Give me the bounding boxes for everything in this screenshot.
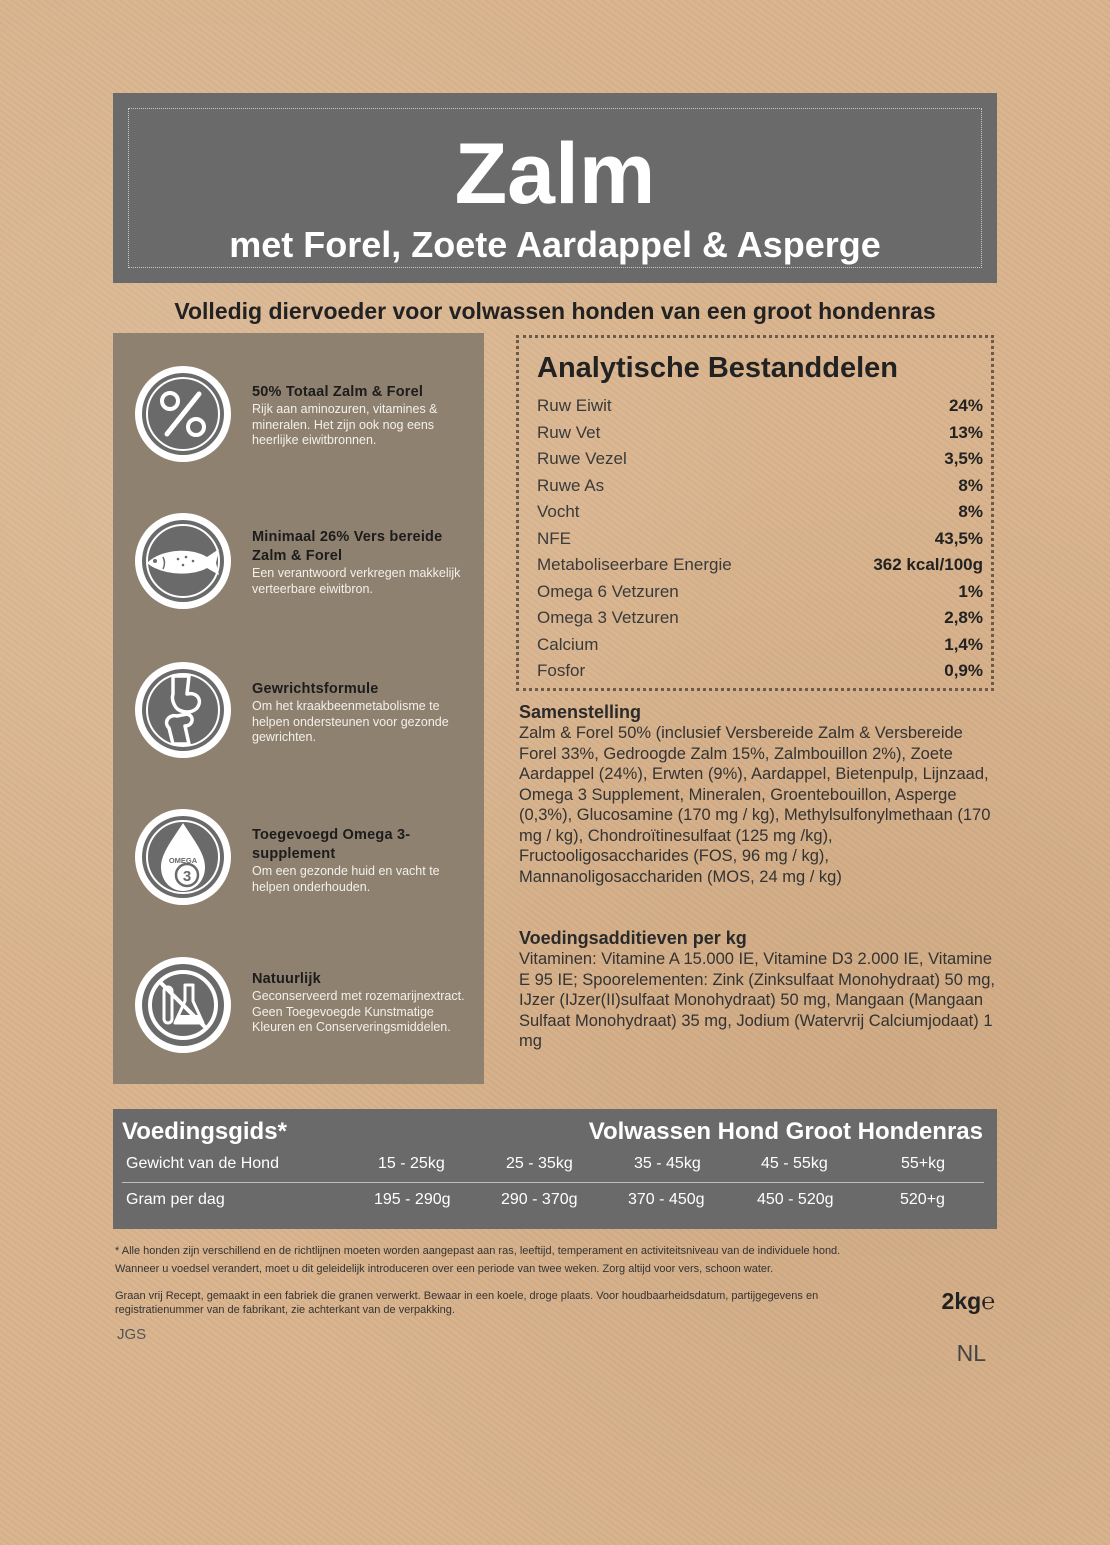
guide-cell: 520+g bbox=[900, 1191, 945, 1208]
analytics-label: NFE bbox=[537, 528, 571, 548]
analytics-label: Calcium bbox=[537, 634, 599, 654]
language-code: NL bbox=[956, 1340, 986, 1366]
no-chemicals-icon bbox=[133, 955, 233, 1055]
feature-item bbox=[113, 656, 484, 766]
feature-item bbox=[113, 953, 484, 1063]
guide-row-weight bbox=[126, 1155, 984, 1185]
net-weight-value: 2kg bbox=[941, 1288, 982, 1314]
feature-item bbox=[113, 359, 484, 469]
feature-item bbox=[113, 806, 484, 916]
composition-section bbox=[519, 702, 994, 887]
analytics-label: Omega 3 Vetzuren bbox=[537, 608, 679, 627]
analytics-value: 362 kcal/100g bbox=[873, 555, 983, 574]
analytics-row bbox=[537, 396, 983, 422]
feeding-guide bbox=[113, 1109, 997, 1229]
feature-description: Rijk aan aminozuren, vitamines & mineralen. Het zijn ook nog eens heerlijke eiwitbronnen. bbox=[252, 402, 438, 447]
analytics-value: 13% bbox=[948, 422, 983, 442]
analytics-row bbox=[537, 449, 983, 475]
guide-cell: 25 - 35kg bbox=[506, 1155, 573, 1172]
omega-label: OMEGA bbox=[168, 856, 198, 865]
footnote-storage: Graan vrij Recept, gemaakt in een fabriek die granen verwerkt. Bewaar in een koele, droge plaats. Voor houdbaarheidsdatum, partijgegevens en registratienummer van de fabrikant, zie achterkant van de verpakking. bbox=[115, 1290, 819, 1316]
guide-cell: 195 - 290g bbox=[374, 1191, 451, 1208]
analytics-label: Vocht bbox=[537, 502, 580, 521]
analytics-value: 1% bbox=[958, 581, 983, 601]
guide-divider bbox=[122, 1182, 984, 1183]
guide-row-label: Gewicht van de Hond bbox=[126, 1155, 279, 1172]
analytics-value: 0,9% bbox=[944, 661, 983, 680]
analytics-row bbox=[537, 529, 983, 555]
feature-title: Natuurlijk bbox=[252, 971, 321, 987]
product-code: JGS bbox=[117, 1326, 147, 1343]
composition-text: Zalm & Forel 50% (inclusief Versbereide Zalm & Versbereide Forel 33%, Gedroogde Zalm 15%, Zalmbouillon 2%), Zoete Aardappel (24%), Erwten (9%), Aardappel, Bietenpulp, Lijnzaad, Omega 3 Supplement, Mineralen, Groentebouillon, Asperge (0,3%), Glucosamine (170 mg / kg), Methylsulfonylmethaan (170 mg / kg), Chondroïtinesulfaat (125 mg /kg), Fructooligosaccharides (FOS, 96 mg / kg), Mannanoligosacchariden (MOS, 24 mg / kg) bbox=[519, 724, 991, 886]
analytics-label: Ruwe As bbox=[537, 475, 605, 495]
analytics-row bbox=[537, 582, 983, 608]
feature-title: 50% Totaal Zalm & Forel bbox=[252, 384, 424, 400]
header-banner bbox=[113, 93, 997, 283]
analytics-value: 8% bbox=[958, 502, 983, 521]
analytics-row bbox=[537, 661, 983, 687]
guide-cell: 35 - 45kg bbox=[634, 1155, 701, 1172]
analytics-label: Ruw Vet bbox=[537, 422, 601, 442]
joint-icon bbox=[133, 660, 233, 760]
analytics-title: Analytische Bestanddelen bbox=[537, 352, 898, 384]
analytics-row bbox=[537, 555, 983, 581]
feature-item bbox=[113, 508, 484, 618]
analytics-label: Metaboliseerbare Energie bbox=[537, 555, 732, 574]
product-tagline: Volledig diervoeder voor volwassen honden van een groot hondenras bbox=[174, 298, 936, 324]
net-weight bbox=[942, 1288, 995, 1315]
guide-cell: 450 - 520g bbox=[757, 1191, 834, 1208]
omega-number: 3 bbox=[182, 868, 192, 885]
analytics-box bbox=[516, 335, 994, 691]
analytics-label: Fosfor bbox=[537, 661, 586, 680]
additives-text: Vitaminen: Vitamine A 15.000 IE, Vitamine D3 2.000 IE, Vitamine E 95 IE; Spoorelementen: Zink (Zinksulfaat Monohydraat) 50 mg, IJzer (IJzer(II)sulfaat Monohydraat) 50 mg, Mangaan (Mangaan Sulfaat Monohydraat) 35 mg, Jodium (Watervrij Calciumjodaat) 1 mg bbox=[519, 950, 995, 1050]
feature-description: Om het kraakbeenmetabolisme te helpen ondersteunen voor gezonde gewrichten. bbox=[252, 699, 449, 744]
guide-row-label: Gram per dag bbox=[126, 1191, 225, 1208]
analytics-label: Ruwe Vezel bbox=[537, 449, 627, 468]
feature-description: Een verantwoord verkregen makkelijk verteerbare eiwitbron. bbox=[252, 566, 461, 596]
estimated-sign: ℮ bbox=[981, 1288, 995, 1314]
analytics-label: Ruw Eiwit bbox=[537, 396, 612, 415]
analytics-value: 43,5% bbox=[934, 528, 983, 548]
feature-title: Toegevoegd Omega 3-supplement bbox=[252, 827, 411, 862]
header-dotted-frame bbox=[128, 108, 982, 268]
analytics-value: 1,4% bbox=[944, 634, 983, 654]
omega3-drop-icon bbox=[133, 807, 233, 907]
analytics-value: 24% bbox=[948, 396, 983, 415]
guide-cell: 290 - 370g bbox=[501, 1191, 578, 1208]
feature-title: Minimaal 26% Vers bereide Zalm & Forel bbox=[252, 529, 443, 564]
features-panel bbox=[113, 333, 484, 1084]
guide-cell: 45 - 55kg bbox=[761, 1155, 828, 1172]
additives-section bbox=[519, 928, 997, 1052]
fish-icon bbox=[133, 511, 233, 611]
analytics-label: Omega 6 Vetzuren bbox=[537, 581, 679, 601]
guide-subtitle: Volwassen Hond Groot Hondenras bbox=[588, 1118, 983, 1145]
analytics-value: 3,5% bbox=[944, 449, 983, 468]
product-title: Zalm bbox=[454, 126, 656, 222]
feature-description: Geconserveerd met rozemarijnextract. Geen Toegevoegde Kunstmatige Kleuren en Conserveringsmiddelen. bbox=[252, 989, 465, 1034]
analytics-row bbox=[537, 635, 983, 661]
analytics-row bbox=[537, 608, 983, 634]
feature-description: Om een gezonde huid en vacht te helpen onderhouden. bbox=[252, 864, 440, 894]
footnote-guidelines: * Alle honden zijn verschillend en de richtlijnen moeten worden aangepast aan ras, leeftijd, temperament en activiteitsniveau van de individuele hond. bbox=[115, 1245, 841, 1257]
guide-cell: 55+kg bbox=[901, 1155, 946, 1172]
percent-icon bbox=[133, 364, 233, 464]
analytics-value: 8% bbox=[958, 475, 983, 495]
feature-title: Gewrichtsformule bbox=[252, 681, 379, 697]
guide-title: Voedingsgids* bbox=[122, 1118, 287, 1145]
guide-row-grams bbox=[126, 1191, 984, 1221]
guide-cell: 370 - 450g bbox=[628, 1191, 705, 1208]
footnote-transition: Wanneer u voedsel verandert, moet u dit geleidelijk introduceren over een periode van twee weken. Zorg altijd voor vers, schoon water. bbox=[115, 1263, 774, 1275]
guide-cell: 15 - 25kg bbox=[378, 1155, 445, 1172]
analytics-row bbox=[537, 502, 983, 528]
analytics-value: 2,8% bbox=[944, 608, 983, 627]
analytics-row bbox=[537, 476, 983, 502]
composition-title: Samenstelling bbox=[519, 702, 642, 722]
analytics-row bbox=[537, 423, 983, 449]
additives-title: Voedingsadditieven per kg bbox=[519, 928, 747, 948]
product-subtitle: met Forel, Zoete Aardappel & Asperge bbox=[229, 224, 881, 265]
